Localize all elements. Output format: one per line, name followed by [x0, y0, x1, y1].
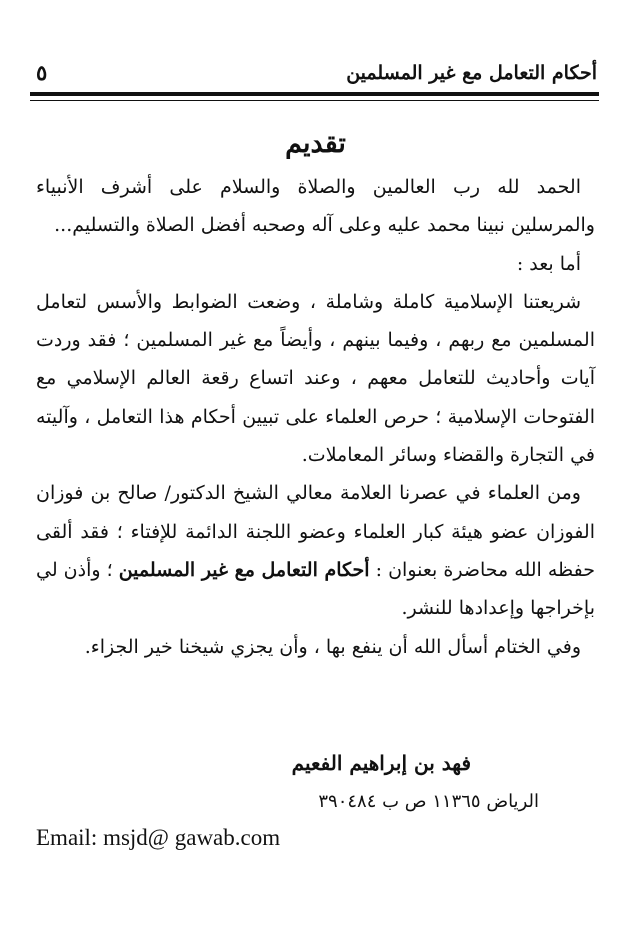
- header-rule-thin: [30, 100, 599, 101]
- ama-bad-paragraph: أما بعد :: [516, 252, 581, 275]
- section-heading: تقديم: [285, 128, 346, 159]
- closing-paragraph: وفي الختام أسأل الله أن ينفع بها ، وأن يجزي شيخنا خير الجزاء.: [84, 635, 581, 658]
- scholars-text-end: ؛ وأذن لي بإخراجها وإعدادها للنشر.: [36, 558, 595, 620]
- scholars-text: ومن العلماء في عصرنا العلامة معالي الشيخ الدكتور/ صالح بن فوزان الفوزان عضو هيئة كبار العلماء وعضو اللجنة الدائمة للإفتاء ؛ فقد ألقى حفظه الله محاضرة بعنوان :: [36, 482, 595, 581]
- opening-paragraph: الحمد لله رب العالمين والصلاة والسلام على أشرف الأنبياء والمرسلين نبينا محمد عليه وعلى آله وصحبه أفضل الصلاة والتسليم...: [36, 176, 595, 237]
- sharia-paragraph: شريعتنا الإسلامية كاملة وشاملة ، وضعت الضوابط والأسس لتعامل المسلمين مع ربهم ، وفيما بينهم ، وأيضاً مع غير المسلمين ؛ فقد وردت آيات وأحاديث للتعامل معهم ، وعند اتساع رقعة العالم الإسلامي مع الفتوحات الإسلامية ؛ حرص العلماء على تبيين أحكام هذا التعامل ، وآليته في التجارة والقضاء وسائر المعاملات.: [36, 290, 595, 467]
- email-address: Email: msjd@ gawab.com: [36, 825, 281, 850]
- page-number: ٥: [36, 60, 48, 85]
- postal-address: الرياض ١١٣٦٥ ص ب ٣٩٠٤٨٤: [318, 791, 539, 812]
- running-title: أحكام التعامل مع غير المسلمين: [346, 62, 597, 84]
- lecture-title: أحكام التعامل مع غير المسلمين: [118, 558, 370, 581]
- page-header: [34, 58, 597, 92]
- header-rule-thick: [30, 92, 599, 96]
- author-signature: فهد بن إبراهيم الفعيم: [291, 751, 471, 775]
- scholars-paragraph: [36, 474, 595, 627]
- body-text: [36, 168, 595, 666]
